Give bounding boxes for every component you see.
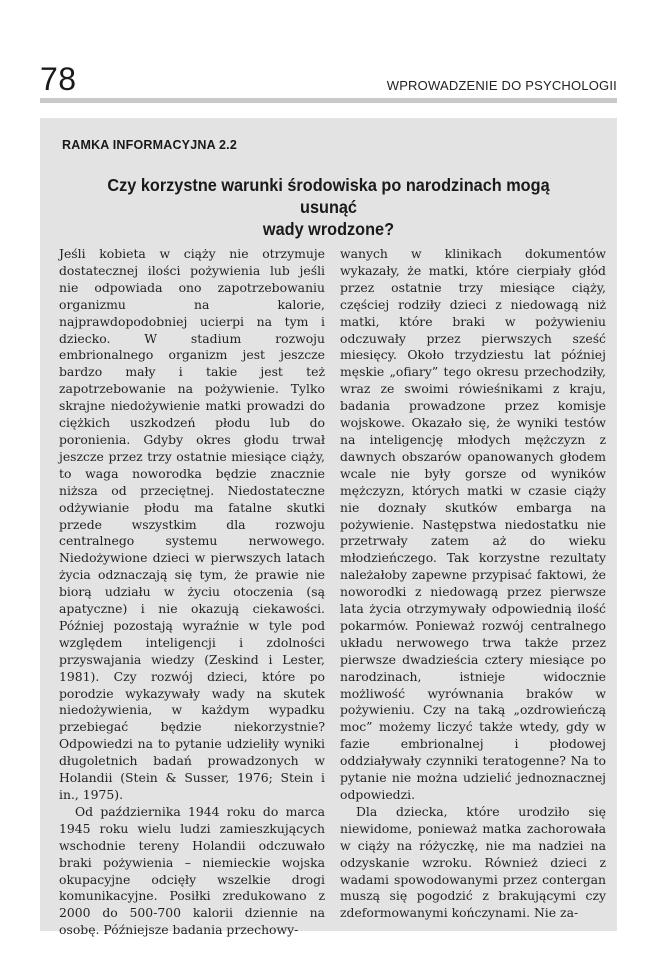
header-rule	[40, 98, 617, 103]
box-title-line-2: wady wrodzone?	[262, 219, 395, 239]
right-paragraph-2: Dla dziecka, które urodziło się niewidome, ponieważ matka zachorowała w ciąży na różyczkę, nie ma nadziei na odzyskanie wzroku. Również dzieci z wadami spowodowanymi przez contergan muszą się pogodzić z brakującymi czy zdeformowanymi kończynami. Nie za-	[340, 803, 606, 921]
page-number: 78	[40, 61, 77, 97]
running-header: WPROWADZENIE DO PSYCHOLOGII	[386, 78, 617, 93]
left-column	[59, 246, 325, 939]
right-column	[340, 246, 606, 922]
box-title-line-1: Czy korzystne warunki środowiska po narodzinach mogą usunąć	[107, 175, 550, 217]
info-box	[40, 118, 617, 938]
left-paragraph-2: Od października 1944 roku do marca 1945 roku wielu ludzi zamieszkujących wschodnie tereny Holandii odczuwało braki pożywienia – niemieckie wojska okupacyjne odcięły wszelkie drogi komunikacyjne. Posiłki zredukowano z 2000 do 500-700 kalorii dziennie na osobę. Późniejsze badania przechowy-	[59, 803, 325, 938]
left-paragraph-1: Jeśli kobieta w ciąży nie otrzymuje dostatecznej ilości pożywienia lub jeśli nie odpowiada ono zapotrzebowaniu organizmu na kalorie, najprawdopodobniej ucierpi na tym i dziecko. W stadium rozwoju embrionalnego organizm jest jeszcze bardzo mały i takie jest też zapotrzebowanie na pożywienie. Tylko skrajne niedożywienie matki prowadzi do ciężkich uszkodzeń płodu lub do poronienia. Gdyby okres głodu trwał jeszcze przez trzy ostatnie miesiące ciąży, to waga noworodka będzie znacznie niższa od przeciętnej. Niedostateczne odżywianie płodu ma fatalne skutki przede wszystkim dla rozwoju centralnego systemu nerwowego. Niedożywione dzieci w pierwszych latach życia odznaczają się tym, że prawie nie biorą udziału w życiu otoczenia (są apatyczne) i nie okazują ciekawości. Później pozostają wyraźnie w tyle pod względem inteligencji i zdolności przyswajania wiedzy (Zeskind i Lester, 1981). Czy rozwój dzieci, które po porodzie wykazywały wady na skutek niedożywienia, w każdym wypadku przebiegać będzie niekorzystnie? Odpowiedzi na to pytanie udzieliły wyniki długoletnich badań prowadzonych w Holandii (Stein & Susser, 1976; Stein i in., 1975).	[59, 246, 325, 802]
box-title	[97, 174, 559, 240]
box-label: RAMKA INFORMACYJNA 2.2	[62, 138, 238, 152]
right-paragraph-1: wanych w klinikach dokumentów wykazały, że matki, które cierpiały głód przez ostatnie trzy miesiące ciąży, częściej rodziły dzieci z niedowagą niż matki, które braki w pożywieniu odczuwały przez pierwszych sześć miesięcy. Około trzydziestu lat później męskie „ofiary” tego okresu przechodziły, wraz ze swoimi rówieśnikami z kraju, badania prowadzone przez komisje wojskowe. Okazało się, że wyniki testów na inteligencję młodych mężczyzn z dawnych obszarów opanowanych głodem wcale nie były gorsze od wyników mężczyzn, których matki w czasie ciąży nie doznały skutków embarga na pożywienie. Następstwa niedostatku nie przetrwały zatem aż do wieku młodzieńczego. Tak korzystne rezultaty należałoby zapewne przypisać faktowi, że noworodki z niedowagą przez pierwsze lata życia otrzymywały odpowiednią ilość pokarmów. Ponieważ rozwój centralnego układu nerwowego trwa także przez pierwsze dwadzieścia cztery miesiące po narodzinach, istnieje widocznie możliwość wyrównania braków w pożywieniu. Czy na taką „ozdrowieńczą moc” możemy liczyć także wtedy, gdy w fazie embrionalnej i płodowej oddziaływały czynniki teratogenne? Na to pytanie nie można udzielić jednoznacznej odpowiedzi.	[340, 246, 606, 802]
